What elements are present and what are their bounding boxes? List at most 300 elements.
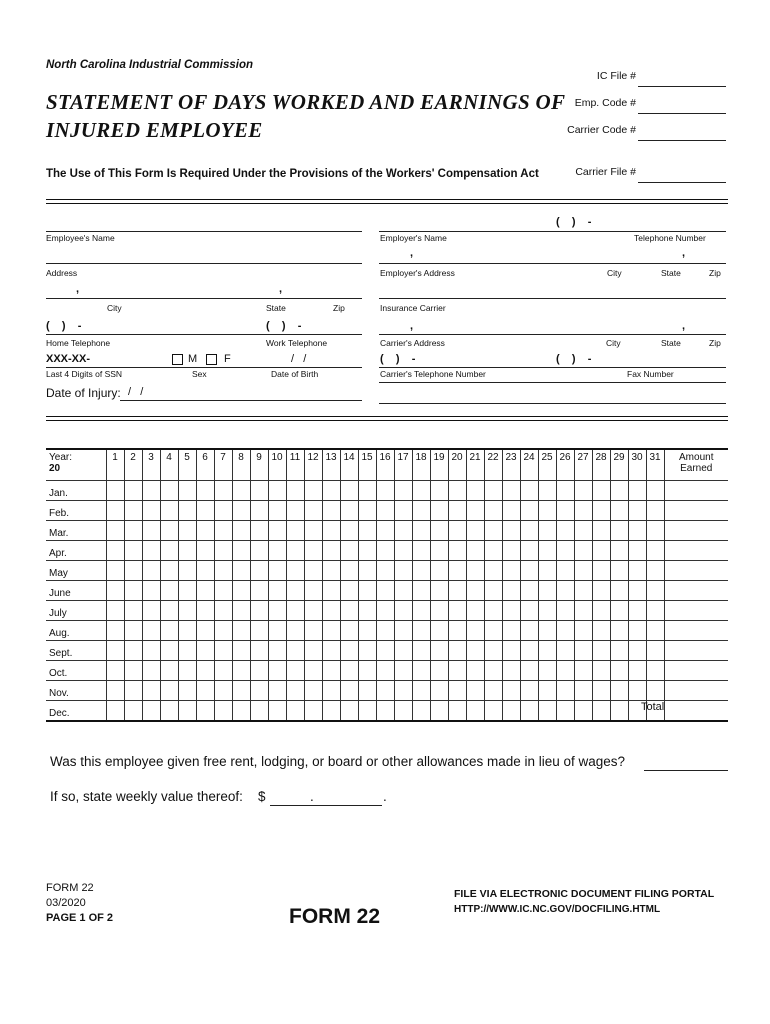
day-cell[interactable] bbox=[484, 701, 502, 722]
day-cell[interactable] bbox=[268, 481, 286, 501]
day-cell[interactable] bbox=[160, 681, 178, 701]
day-cell[interactable] bbox=[394, 581, 412, 601]
day-cell[interactable] bbox=[628, 481, 646, 501]
day-cell[interactable] bbox=[142, 561, 160, 581]
day-cell[interactable] bbox=[142, 621, 160, 641]
day-cell[interactable] bbox=[520, 701, 538, 722]
amount-cell[interactable] bbox=[664, 641, 728, 661]
day-cell[interactable] bbox=[592, 541, 610, 561]
day-cell[interactable] bbox=[412, 641, 430, 661]
day-cell[interactable] bbox=[214, 701, 232, 722]
day-cell[interactable] bbox=[394, 541, 412, 561]
day-cell[interactable] bbox=[322, 521, 340, 541]
day-cell[interactable] bbox=[160, 561, 178, 581]
day-cell[interactable] bbox=[592, 661, 610, 681]
day-cell[interactable] bbox=[394, 561, 412, 581]
day-cell[interactable] bbox=[106, 641, 124, 661]
day-cell[interactable] bbox=[556, 541, 574, 561]
day-cell[interactable] bbox=[502, 541, 520, 561]
day-cell[interactable] bbox=[340, 561, 358, 581]
day-cell[interactable] bbox=[628, 681, 646, 701]
day-cell[interactable] bbox=[520, 681, 538, 701]
carrier-file-field[interactable] bbox=[638, 166, 726, 183]
day-cell[interactable] bbox=[358, 621, 376, 641]
day-cell[interactable] bbox=[340, 481, 358, 501]
emp-code-field[interactable] bbox=[638, 97, 726, 114]
day-cell[interactable] bbox=[430, 661, 448, 681]
day-cell[interactable] bbox=[574, 661, 592, 681]
day-cell[interactable] bbox=[196, 681, 214, 701]
day-cell[interactable] bbox=[106, 701, 124, 722]
employee-city-state-zip-field[interactable] bbox=[46, 284, 362, 299]
day-cell[interactable] bbox=[484, 521, 502, 541]
day-cell[interactable] bbox=[214, 661, 232, 681]
day-cell[interactable] bbox=[106, 481, 124, 501]
day-cell[interactable] bbox=[538, 621, 556, 641]
day-cell[interactable] bbox=[178, 621, 196, 641]
day-cell[interactable] bbox=[286, 521, 304, 541]
day-cell[interactable] bbox=[106, 581, 124, 601]
day-cell[interactable] bbox=[106, 661, 124, 681]
day-cell[interactable] bbox=[232, 521, 250, 541]
day-cell[interactable] bbox=[178, 581, 196, 601]
day-cell[interactable] bbox=[592, 561, 610, 581]
day-cell[interactable] bbox=[412, 501, 430, 521]
day-cell[interactable] bbox=[268, 621, 286, 641]
day-cell[interactable] bbox=[268, 581, 286, 601]
day-cell[interactable] bbox=[556, 621, 574, 641]
day-cell[interactable] bbox=[358, 701, 376, 722]
day-cell[interactable] bbox=[106, 501, 124, 521]
day-cell[interactable] bbox=[430, 561, 448, 581]
day-cell[interactable] bbox=[214, 561, 232, 581]
day-cell[interactable] bbox=[646, 621, 664, 641]
day-cell[interactable] bbox=[376, 681, 394, 701]
day-cell[interactable] bbox=[466, 501, 484, 521]
day-cell[interactable] bbox=[322, 681, 340, 701]
day-cell[interactable] bbox=[484, 501, 502, 521]
day-cell[interactable] bbox=[232, 541, 250, 561]
day-cell[interactable] bbox=[286, 641, 304, 661]
day-cell[interactable] bbox=[268, 681, 286, 701]
day-cell[interactable] bbox=[628, 641, 646, 661]
day-cell[interactable] bbox=[448, 641, 466, 661]
day-cell[interactable] bbox=[160, 521, 178, 541]
day-cell[interactable] bbox=[520, 501, 538, 521]
day-cell[interactable] bbox=[448, 521, 466, 541]
employee-address-field[interactable] bbox=[46, 247, 362, 264]
day-cell[interactable] bbox=[556, 561, 574, 581]
day-cell[interactable] bbox=[232, 681, 250, 701]
day-cell[interactable] bbox=[124, 681, 142, 701]
day-cell[interactable] bbox=[178, 501, 196, 521]
day-cell[interactable] bbox=[232, 661, 250, 681]
amount-cell[interactable] bbox=[664, 701, 728, 722]
day-cell[interactable] bbox=[196, 541, 214, 561]
day-cell[interactable] bbox=[574, 481, 592, 501]
day-cell[interactable] bbox=[538, 581, 556, 601]
day-cell[interactable] bbox=[250, 641, 268, 661]
day-cell[interactable] bbox=[430, 641, 448, 661]
day-cell[interactable] bbox=[358, 541, 376, 561]
allowance-answer-field[interactable] bbox=[644, 754, 728, 771]
day-cell[interactable] bbox=[322, 501, 340, 521]
day-cell[interactable] bbox=[214, 601, 232, 621]
day-cell[interactable] bbox=[592, 601, 610, 621]
day-cell[interactable] bbox=[268, 501, 286, 521]
day-cell[interactable] bbox=[556, 601, 574, 621]
day-cell[interactable] bbox=[376, 701, 394, 722]
day-cell[interactable] bbox=[268, 661, 286, 681]
day-cell[interactable] bbox=[214, 681, 232, 701]
day-cell[interactable] bbox=[394, 701, 412, 722]
day-cell[interactable] bbox=[502, 501, 520, 521]
day-cell[interactable] bbox=[502, 561, 520, 581]
day-cell[interactable] bbox=[286, 621, 304, 641]
day-cell[interactable] bbox=[394, 481, 412, 501]
amount-cell[interactable] bbox=[664, 681, 728, 701]
day-cell[interactable] bbox=[592, 621, 610, 641]
day-cell[interactable] bbox=[124, 481, 142, 501]
day-cell[interactable] bbox=[196, 701, 214, 722]
day-cell[interactable] bbox=[124, 621, 142, 641]
day-cell[interactable] bbox=[358, 661, 376, 681]
day-cell[interactable] bbox=[412, 581, 430, 601]
day-cell[interactable] bbox=[412, 561, 430, 581]
day-cell[interactable] bbox=[412, 541, 430, 561]
day-cell[interactable] bbox=[646, 541, 664, 561]
day-cell[interactable] bbox=[520, 541, 538, 561]
day-cell[interactable] bbox=[610, 681, 628, 701]
day-cell[interactable] bbox=[466, 581, 484, 601]
day-cell[interactable] bbox=[592, 521, 610, 541]
day-cell[interactable] bbox=[502, 681, 520, 701]
day-cell[interactable] bbox=[574, 681, 592, 701]
day-cell[interactable] bbox=[574, 601, 592, 621]
day-cell[interactable] bbox=[502, 621, 520, 641]
day-cell[interactable] bbox=[592, 701, 610, 722]
day-cell[interactable] bbox=[430, 541, 448, 561]
amount-cell[interactable] bbox=[664, 581, 728, 601]
day-cell[interactable] bbox=[232, 481, 250, 501]
day-cell[interactable] bbox=[628, 561, 646, 581]
day-cell[interactable] bbox=[250, 561, 268, 581]
day-cell[interactable] bbox=[430, 521, 448, 541]
day-cell[interactable] bbox=[592, 481, 610, 501]
day-cell[interactable] bbox=[376, 581, 394, 601]
day-cell[interactable] bbox=[538, 561, 556, 581]
day-cell[interactable] bbox=[196, 641, 214, 661]
day-cell[interactable] bbox=[142, 501, 160, 521]
day-cell[interactable] bbox=[124, 601, 142, 621]
day-cell[interactable] bbox=[250, 681, 268, 701]
day-cell[interactable] bbox=[466, 661, 484, 681]
day-cell[interactable] bbox=[286, 701, 304, 722]
day-cell[interactable] bbox=[592, 681, 610, 701]
amount-cell[interactable] bbox=[664, 501, 728, 521]
amount-cell[interactable] bbox=[664, 621, 728, 641]
day-cell[interactable] bbox=[610, 541, 628, 561]
date-of-injury-field[interactable] bbox=[120, 386, 362, 401]
day-cell[interactable] bbox=[538, 641, 556, 661]
day-cell[interactable] bbox=[214, 541, 232, 561]
day-cell[interactable] bbox=[250, 481, 268, 501]
day-cell[interactable] bbox=[448, 661, 466, 681]
day-cell[interactable] bbox=[394, 661, 412, 681]
day-cell[interactable] bbox=[556, 681, 574, 701]
day-cell[interactable] bbox=[466, 541, 484, 561]
day-cell[interactable] bbox=[142, 521, 160, 541]
day-cell[interactable] bbox=[232, 601, 250, 621]
day-cell[interactable] bbox=[646, 601, 664, 621]
day-cell[interactable] bbox=[232, 501, 250, 521]
day-cell[interactable] bbox=[610, 601, 628, 621]
day-cell[interactable] bbox=[160, 541, 178, 561]
day-cell[interactable] bbox=[268, 601, 286, 621]
day-cell[interactable] bbox=[322, 481, 340, 501]
ssn-sex-dob-field[interactable] bbox=[46, 353, 362, 368]
day-cell[interactable] bbox=[538, 701, 556, 722]
day-cell[interactable] bbox=[646, 481, 664, 501]
day-cell[interactable] bbox=[574, 541, 592, 561]
day-cell[interactable] bbox=[286, 601, 304, 621]
day-cell[interactable] bbox=[322, 581, 340, 601]
day-cell[interactable] bbox=[286, 561, 304, 581]
employer-name-field[interactable] bbox=[379, 215, 726, 232]
day-cell[interactable] bbox=[304, 581, 322, 601]
day-cell[interactable] bbox=[304, 621, 322, 641]
day-cell[interactable] bbox=[196, 581, 214, 601]
day-cell[interactable] bbox=[394, 641, 412, 661]
day-cell[interactable] bbox=[628, 521, 646, 541]
day-cell[interactable] bbox=[412, 521, 430, 541]
day-cell[interactable] bbox=[520, 521, 538, 541]
day-cell[interactable] bbox=[160, 581, 178, 601]
day-cell[interactable] bbox=[448, 621, 466, 641]
day-cell[interactable] bbox=[448, 601, 466, 621]
day-cell[interactable] bbox=[178, 481, 196, 501]
day-cell[interactable] bbox=[628, 661, 646, 681]
day-cell[interactable] bbox=[250, 661, 268, 681]
weekly-value-field[interactable] bbox=[270, 789, 382, 806]
day-cell[interactable] bbox=[142, 701, 160, 722]
day-cell[interactable] bbox=[646, 681, 664, 701]
day-cell[interactable] bbox=[142, 541, 160, 561]
year-value[interactable]: 20 bbox=[49, 463, 61, 474]
day-cell[interactable] bbox=[214, 521, 232, 541]
day-cell[interactable] bbox=[358, 561, 376, 581]
day-cell[interactable] bbox=[268, 701, 286, 722]
day-cell[interactable] bbox=[502, 601, 520, 621]
day-cell[interactable] bbox=[484, 581, 502, 601]
day-cell[interactable] bbox=[538, 521, 556, 541]
day-cell[interactable] bbox=[124, 701, 142, 722]
day-cell[interactable] bbox=[286, 541, 304, 561]
day-cell[interactable] bbox=[646, 501, 664, 521]
day-cell[interactable] bbox=[466, 481, 484, 501]
day-cell[interactable] bbox=[376, 661, 394, 681]
day-cell[interactable] bbox=[340, 581, 358, 601]
day-cell[interactable] bbox=[376, 541, 394, 561]
day-cell[interactable] bbox=[250, 541, 268, 561]
day-cell[interactable] bbox=[538, 481, 556, 501]
day-cell[interactable] bbox=[286, 581, 304, 601]
insurance-carrier-field[interactable] bbox=[379, 284, 726, 299]
day-cell[interactable] bbox=[376, 481, 394, 501]
day-cell[interactable] bbox=[286, 681, 304, 701]
day-cell[interactable] bbox=[430, 701, 448, 722]
day-cell[interactable] bbox=[358, 501, 376, 521]
day-cell[interactable] bbox=[214, 581, 232, 601]
day-cell[interactable] bbox=[412, 621, 430, 641]
day-cell[interactable] bbox=[142, 601, 160, 621]
day-cell[interactable] bbox=[502, 521, 520, 541]
day-cell[interactable] bbox=[268, 521, 286, 541]
day-cell[interactable] bbox=[268, 541, 286, 561]
carrier-address-field[interactable] bbox=[379, 320, 726, 335]
day-cell[interactable] bbox=[304, 481, 322, 501]
day-cell[interactable] bbox=[610, 521, 628, 541]
day-cell[interactable] bbox=[538, 601, 556, 621]
day-cell[interactable] bbox=[394, 681, 412, 701]
day-cell[interactable] bbox=[196, 521, 214, 541]
day-cell[interactable] bbox=[160, 621, 178, 641]
day-cell[interactable] bbox=[646, 521, 664, 541]
day-cell[interactable] bbox=[340, 661, 358, 681]
day-cell[interactable] bbox=[160, 661, 178, 681]
day-cell[interactable] bbox=[520, 601, 538, 621]
day-cell[interactable] bbox=[358, 681, 376, 701]
day-cell[interactable] bbox=[322, 541, 340, 561]
day-cell[interactable] bbox=[646, 561, 664, 581]
day-cell[interactable] bbox=[142, 581, 160, 601]
day-cell[interactable] bbox=[304, 681, 322, 701]
day-cell[interactable] bbox=[178, 541, 196, 561]
day-cell[interactable] bbox=[466, 621, 484, 641]
day-cell[interactable] bbox=[196, 601, 214, 621]
day-cell[interactable] bbox=[646, 641, 664, 661]
day-cell[interactable] bbox=[412, 681, 430, 701]
day-cell[interactable] bbox=[628, 581, 646, 601]
day-cell[interactable] bbox=[286, 661, 304, 681]
day-cell[interactable] bbox=[178, 601, 196, 621]
employee-name-field[interactable] bbox=[46, 215, 362, 232]
day-cell[interactable] bbox=[196, 561, 214, 581]
day-cell[interactable] bbox=[268, 561, 286, 581]
day-cell[interactable] bbox=[502, 481, 520, 501]
day-cell[interactable] bbox=[106, 541, 124, 561]
day-cell[interactable] bbox=[502, 641, 520, 661]
day-cell[interactable] bbox=[142, 481, 160, 501]
day-cell[interactable] bbox=[160, 701, 178, 722]
day-cell[interactable] bbox=[304, 561, 322, 581]
day-cell[interactable] bbox=[610, 501, 628, 521]
day-cell[interactable] bbox=[412, 661, 430, 681]
day-cell[interactable] bbox=[376, 561, 394, 581]
day-cell[interactable] bbox=[196, 481, 214, 501]
day-cell[interactable] bbox=[142, 661, 160, 681]
day-cell[interactable] bbox=[160, 601, 178, 621]
day-cell[interactable] bbox=[412, 601, 430, 621]
efile-url-link[interactable]: HTTP://WWW.IC.NC.GOV/DOCFILING.HTML bbox=[454, 904, 661, 915]
day-cell[interactable] bbox=[394, 521, 412, 541]
day-cell[interactable] bbox=[160, 641, 178, 661]
day-cell[interactable] bbox=[520, 481, 538, 501]
day-cell[interactable] bbox=[610, 621, 628, 641]
day-cell[interactable] bbox=[178, 561, 196, 581]
day-cell[interactable] bbox=[214, 641, 232, 661]
day-cell[interactable] bbox=[106, 601, 124, 621]
day-cell[interactable] bbox=[232, 701, 250, 722]
sex-male-checkbox[interactable] bbox=[172, 354, 183, 365]
day-cell[interactable] bbox=[214, 481, 232, 501]
day-cell[interactable] bbox=[358, 601, 376, 621]
day-cell[interactable] bbox=[322, 561, 340, 581]
day-cell[interactable] bbox=[610, 661, 628, 681]
day-cell[interactable] bbox=[124, 581, 142, 601]
day-cell[interactable] bbox=[628, 601, 646, 621]
day-cell[interactable] bbox=[376, 621, 394, 641]
day-cell[interactable] bbox=[484, 561, 502, 581]
day-cell[interactable] bbox=[556, 481, 574, 501]
day-cell[interactable] bbox=[538, 681, 556, 701]
day-cell[interactable] bbox=[178, 701, 196, 722]
day-cell[interactable] bbox=[232, 561, 250, 581]
day-cell[interactable] bbox=[160, 481, 178, 501]
day-cell[interactable] bbox=[466, 601, 484, 621]
day-cell[interactable] bbox=[466, 521, 484, 541]
day-cell[interactable] bbox=[520, 641, 538, 661]
day-cell[interactable] bbox=[340, 701, 358, 722]
day-cell[interactable] bbox=[358, 641, 376, 661]
day-cell[interactable] bbox=[574, 561, 592, 581]
day-cell[interactable] bbox=[340, 601, 358, 621]
day-cell[interactable] bbox=[178, 641, 196, 661]
day-cell[interactable] bbox=[232, 641, 250, 661]
amount-cell[interactable] bbox=[664, 541, 728, 561]
day-cell[interactable] bbox=[484, 661, 502, 681]
day-cell[interactable] bbox=[340, 541, 358, 561]
day-cell[interactable] bbox=[484, 621, 502, 641]
day-cell[interactable] bbox=[250, 501, 268, 521]
day-cell[interactable] bbox=[448, 561, 466, 581]
day-cell[interactable] bbox=[592, 501, 610, 521]
day-cell[interactable] bbox=[538, 541, 556, 561]
day-cell[interactable] bbox=[610, 561, 628, 581]
day-cell[interactable] bbox=[574, 641, 592, 661]
day-cell[interactable] bbox=[358, 581, 376, 601]
day-cell[interactable] bbox=[484, 601, 502, 621]
day-cell[interactable] bbox=[268, 641, 286, 661]
day-cell[interactable] bbox=[484, 681, 502, 701]
day-cell[interactable] bbox=[358, 521, 376, 541]
day-cell[interactable] bbox=[448, 581, 466, 601]
day-cell[interactable] bbox=[502, 701, 520, 722]
day-cell[interactable] bbox=[556, 581, 574, 601]
day-cell[interactable] bbox=[142, 641, 160, 661]
day-cell[interactable] bbox=[178, 521, 196, 541]
day-cell[interactable] bbox=[160, 501, 178, 521]
day-cell[interactable] bbox=[232, 621, 250, 641]
employer-address-field[interactable] bbox=[379, 247, 726, 264]
day-cell[interactable] bbox=[610, 641, 628, 661]
day-cell[interactable] bbox=[574, 521, 592, 541]
day-cell[interactable] bbox=[556, 661, 574, 681]
day-cell[interactable] bbox=[574, 501, 592, 521]
day-cell[interactable] bbox=[124, 641, 142, 661]
carrier-code-field[interactable] bbox=[638, 124, 726, 141]
amount-cell[interactable] bbox=[664, 661, 728, 681]
